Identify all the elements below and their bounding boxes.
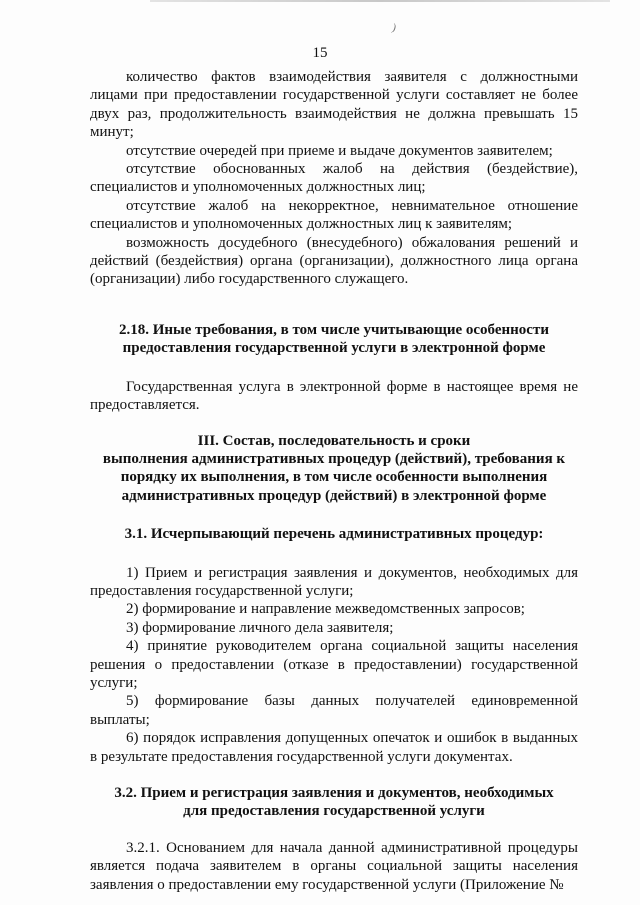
spacer [90, 505, 578, 525]
section-heading: 3.2. Прием и регистрация заявления и документов, необходимых [114, 785, 554, 801]
paragraph: отсутствие очередей при приеме и выдаче документов заявителем; [126, 142, 553, 159]
list-item: 2) формирование и направление межведомственных запросов; [126, 601, 525, 618]
chapter-heading: III. Состав, последовательность и сроки [197, 432, 471, 449]
list-item: 6) порядок исправления допущенных опечаток и ошибок в выданных в результате предоставления государственной услуги документах. [90, 730, 578, 765]
spacer [90, 358, 578, 378]
list-item: 1) Прием и регистрация заявления и документов, необходимых для предоставления государственной услуги; [90, 564, 578, 599]
document-body [90, 68, 578, 894]
chapter-heading: выполнения административных процедур (действий), требования к [102, 450, 566, 467]
paragraph: Государственная услуга в электронной форме в настоящее время не предоставляется. [90, 378, 578, 414]
scan-mark: ) [390, 21, 398, 35]
spacer [90, 415, 578, 432]
paragraph: отсутствие обоснованных жалоб на действия (бездействие), специалистов и уполномоченных должностных лиц; [90, 161, 578, 196]
paragraph: количество фактов взаимодействия заявителя с должностными лицами при предоставлении государственной услуги составляет не более двух раз, продолжительность взаимодействия не должна превышать 15 минут; [90, 69, 578, 141]
section-heading: предоставления государственной услуги в электронной форме [122, 340, 546, 357]
list-item: 5) формирование базы данных получателей единовременной выплаты; [90, 693, 578, 728]
spacer [90, 544, 578, 564]
spacer [90, 289, 578, 321]
section-heading: 2.18. Иные требования, в том числе учитывающие особенности [119, 321, 549, 338]
paragraph: 3.2.1. Основанием для начала данной административной процедуры является подача заявителем в органы социальной защиты населения заявления о предоставлении ему государственной услуги (Приложение № [90, 839, 578, 893]
list-item: 4) принятие руководителем органа социальной защиты населения решения о предоставлении (отказе в предоставлении) государственной услуги; [90, 638, 578, 691]
section-heading: 3.1. Исчерпывающий перечень административных процедур: [124, 526, 544, 543]
page-number: 15 [312, 45, 328, 61]
spacer [90, 821, 578, 839]
paragraph: возможность досудебного (внесудебного) обжалования решений и действий (бездействия) органа (организации), должностного лица органа (организации) либо государственного служащего. [90, 234, 578, 288]
chapter-heading: административных процедур (действий) в электронной форме [121, 487, 547, 504]
scan-top-edge [150, 0, 610, 2]
chapter-heading: порядку их выполнения, в том числе особенности выполнения [120, 469, 548, 486]
paragraph: отсутствие жалоб на некорректное, невнимательное отношение специалистов и уполномоченных должностных лиц к заявителям; [90, 197, 578, 233]
section-heading: для предоставления государственной услуги [183, 803, 485, 820]
spacer [90, 766, 578, 784]
list-item: 3) формирование личного дела заявителя; [126, 619, 394, 636]
